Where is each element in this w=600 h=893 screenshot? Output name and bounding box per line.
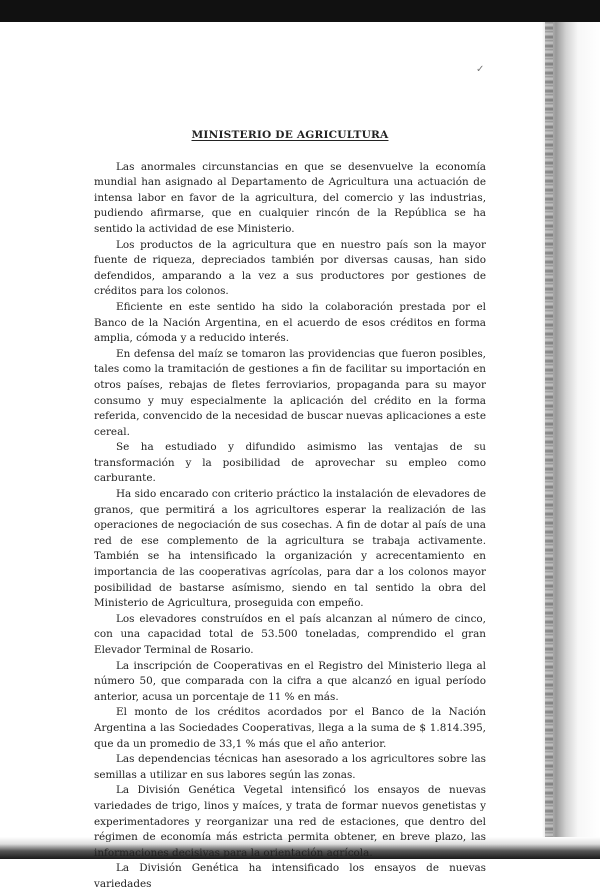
paragraph: Se ha estudiado y difundido asimismo las ventajas de su transformación y la posibilidad de aprovechar su empleo como carburante. <box>94 441 486 485</box>
scan-top-border <box>0 0 600 22</box>
paragraph: En defensa del maíz se tomaron las providencias que fueron posibles, tales como la tramitación de gestiones a fin de facilitar su importación en otros países, rebajas de fletes ferroviarios, propaganda para su mayor consumo y muy especialmente la aplicación del crédito en la forma referida, convencido de la necesidad de buscar nuevas aplicaciones a este cereal. <box>94 347 486 438</box>
paragraph: Ha sido encarado con criterio práctico la instalación de elevadores de granos, que permitirá a los agricultores esperar la realización de las operaciones de negociación de sus cosechas. A fin de dotar al país de una red de ese complemento de la agricultura se trabaja activamente. También se ha intensificado la organización y acrecentamiento en importancia de las cooperativas agrícolas, para dar a los colonos mayor posibilidad de bastarse asímismo, siendo en tal sentido la obra del Ministerio de Agricultura, proseguida con empeño. <box>94 488 486 610</box>
corner-check-mark: ✓ <box>476 64 485 75</box>
paragraph: La inscripción de Cooperativas en el Registro del Ministerio llega al número 50, que comparada con la cifra a que alcanzó en igual período anterior, acusa un porcentaje de 11 % en más. <box>94 659 486 703</box>
page-title: MINISTERIO DE AGRICULTURA <box>191 129 389 141</box>
paragraph: Las anormales circunstancias en que se desenvuelve la economía mundial han asignado al Departamento de Agricultura una actuación de intensa labor en favor de la agricultura, del comercio y las industrias, pudiendo afirmarse, que en cualquier rincón de la República se ha sentido la actividad de ese Ministerio. <box>94 160 486 235</box>
book-spine-shadow <box>545 22 553 837</box>
paragraph: Los productos de la agricultura que en nuestro país son la mayor fuente de riqueza, depreciados también por diversas causas, han sido defendidos, amparando a la vez a sus productores por gestiones de créditos para los colonos. <box>94 238 486 298</box>
paragraph: El monto de los créditos acordados por el Banco de la Nación Argentina a las Sociedades Cooperativas, llega a la suma de $ 1.814.395, que da un promedio de 33,1 % más que el año anterior. <box>94 706 486 750</box>
paragraph: Eficiente en este sentido ha sido la colaboración prestada por el Banco de la Nación Argentina, en el acuerdo de esos créditos en forma amplia, cómoda y a reducido interés. <box>94 300 486 345</box>
document-page <box>94 128 486 893</box>
paragraph: La División Genética ha intensificado los ensayos de nuevas variedades <box>94 862 486 890</box>
scan-page-edge <box>542 22 600 837</box>
paragraph: Las dependencias técnicas han asesorado a los agricultores sobre las semillas a utilizar en sus labores según las zonas. <box>94 753 486 781</box>
paragraph: La División Genética Vegetal intensificó los ensayos de nuevas variedades de trigo, linos y maíces, y trata de formar nuevos genetistas y experimentadores y reorganizar una red de estaciones, que dentro del régimen de economía más estricta permita obtener, en breve plazo, las informaciones decisivas para la orientación agrícola. <box>94 784 486 859</box>
paragraph: Los elevadores construídos en el país alcanzan al número de cinco, con una capacidad total de 53.500 toneladas, comprendido el gran Elevador Terminal de Rosario. <box>94 612 486 656</box>
